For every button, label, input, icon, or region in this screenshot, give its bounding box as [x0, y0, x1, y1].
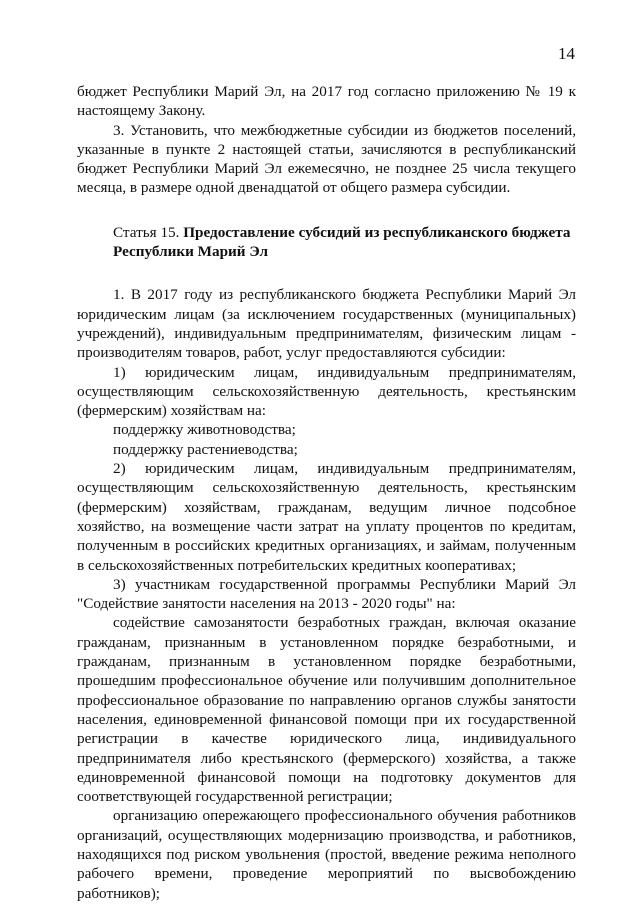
paragraph: организацию опережающего профессионального обучения работников организаций, осуществляющих модернизацию производства, и работников, находящихся под риском увольнения (простой, введение режима неполного рабочего времени, проведение мероприятий по высвобождению работников);	[77, 807, 576, 902]
paragraph: 3) участникам государственной программы Республики Марий Эл "Содействие занятости населения на 2013 - 2020 годы" на:	[77, 575, 576, 613]
paragraph: 3. Установить, что межбюджетные субсидии из бюджетов поселений, указанные в пункте 2 настоящей статьи, зачисляются в республиканский бюджет Республики Марий Эл ежемесячно, не позднее 25 числа текущего месяца, в размере одной двенадцатой от общего размера субсидии.	[77, 121, 576, 197]
paragraph: поддержку растениеводства;	[113, 440, 298, 458]
paragraph: содействие самозанятости безработных граждан, включая оказание гражданам, признанным в установленном порядке безработными, и гражданам, признанным в установленном порядке безработными, прошедшим профессиональное обучение или получившим дополнительное профессиональное образование по направлению органов службы занятости населения, единовременной финансовой помощи при их государственной регистрации в качестве юридического лица, индивидуального предпринимателя либо крестьянского (фермерского) хозяйства, а также единовременной финансовой помощи на подготовку документов для соответствующей государственной регистрации;	[77, 614, 576, 806]
article-heading	[77, 223, 576, 262]
paragraphs-before	[77, 82, 576, 198]
document-body	[77, 82, 576, 903]
page-number: 14	[558, 44, 575, 63]
paragraph: 1. В 2017 году из республиканского бюджета Республики Марий Эл юридическим лицам (за исключением государственных (муниципальных) учреждений), индивидуальным предпринимателям, физическим лицам - производителям товаров, работ, услуг предоставляются субсидии:	[77, 286, 576, 362]
article-number: Статья 15.	[113, 223, 180, 241]
paragraph: 1) юридическим лицам, индивидуальным предпринимателям, осуществляющим сельскохозяйственную деятельность, крестьянским (фермерским) хозяйствам на:	[77, 363, 576, 420]
paragraph: 2) юридическим лицам, индивидуальным предпринимателям, осуществляющим сельскохозяйственную деятельность, крестьянским (фермерским) хозяйствам, гражданам, ведущим личное подсобное хозяйство, на возмещение части затрат на уплату процентов по кредитам, полученным в российских кредитных организациях, и займам, полученным в сельскохозяйственных потребительских кредитных кооперативах;	[77, 460, 576, 574]
paragraph: поддержку животноводства;	[113, 421, 296, 439]
paragraphs-after	[77, 285, 576, 903]
article-title: Предоставление субсидий из республиканского бюджета Республики Марий Эл	[113, 223, 571, 261]
paragraph: бюджет Республики Марий Эл, на 2017 год согласно приложению № 19 к настоящему Закону.	[77, 83, 576, 120]
